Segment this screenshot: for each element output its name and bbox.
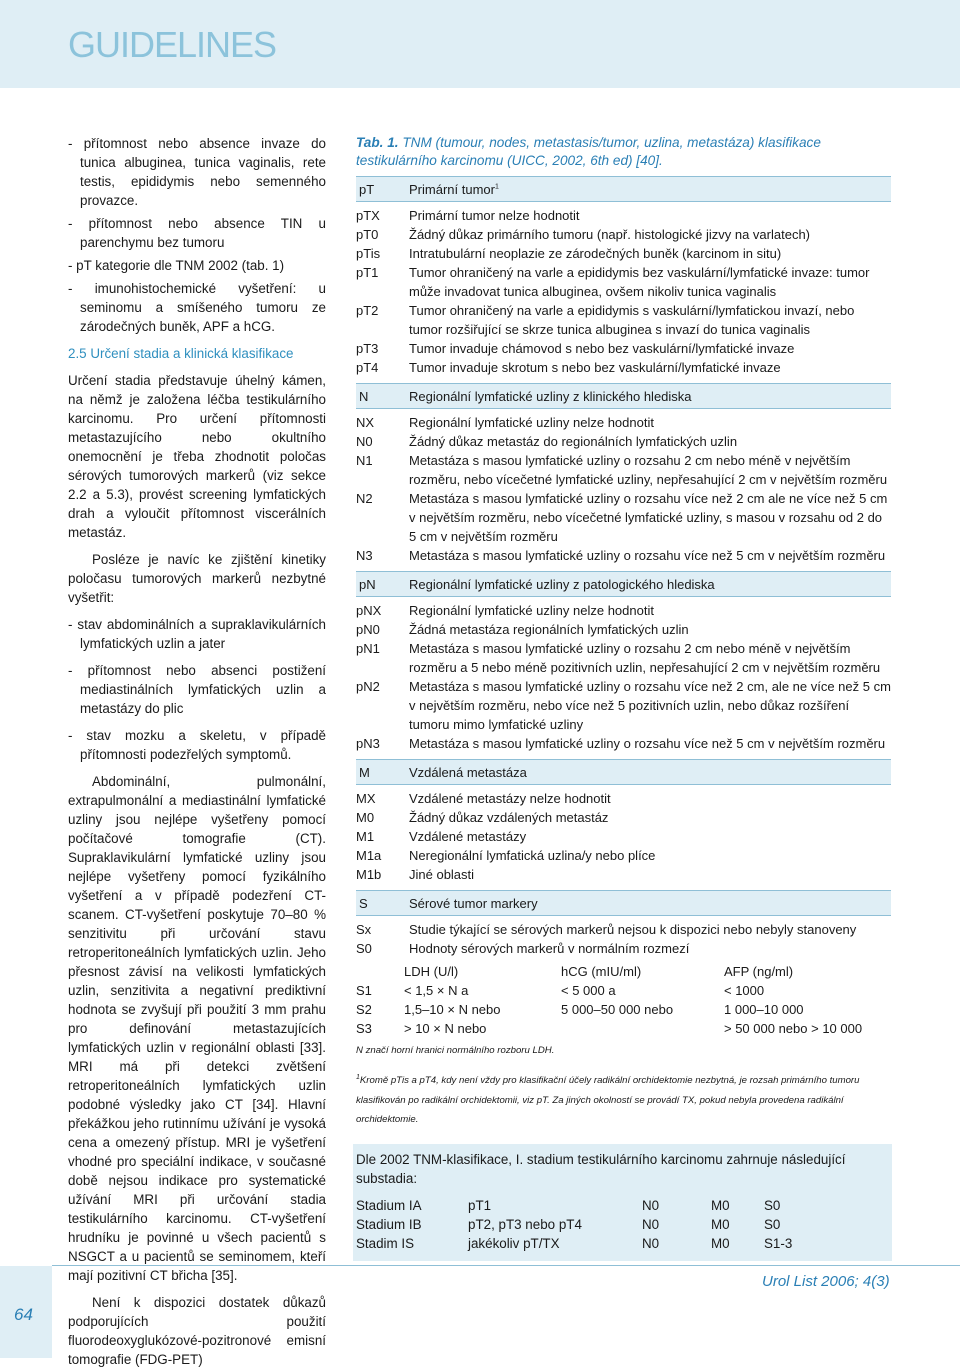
stage-cell: M0	[711, 1216, 730, 1232]
category-description: Tumor invaduje chámovod s nebo bez vaskulární/lymfatické invaze	[409, 341, 795, 356]
stage-cell: S0	[764, 1216, 781, 1232]
category-description: Regionální lymfatické uzliny nelze hodnotit	[409, 415, 654, 430]
category-code: pN2	[356, 679, 380, 694]
section-code: pN	[359, 576, 376, 592]
section-title: Regionální lymfatické uzliny z klinického hlediska	[409, 388, 692, 404]
stage-cell: M0	[711, 1235, 730, 1251]
category-code: pT2	[356, 303, 379, 318]
table-caption-text: TNM (tumour, nodes, metastasis/tumor, uzlina, metastáza) klasifikace testikulárního karcinomu (UICC, 2002, 6th ed) [40].	[356, 135, 821, 168]
grid-cell: S2	[356, 1002, 372, 1017]
category-code: N2	[356, 491, 373, 506]
paragraph: Posléze je navíc ke zjištění kinetiky poločasu tumorových markerů nezbytné vyšetřit:	[68, 552, 326, 605]
category-code: pT4	[356, 360, 379, 375]
section-code: pT	[359, 181, 375, 197]
category-description: Tumor ohraničený na varle a epididymis bez vaskulární/lymfatické invaze: tumor může invadovat tunica albuginea, ovšem nikoliv tunica vaginalis	[409, 265, 870, 299]
category-code: Sx	[356, 922, 372, 937]
footer-divider	[52, 1265, 960, 1266]
tnm-table	[356, 176, 891, 1038]
table-row	[356, 263, 891, 301]
stage-cell: pT1	[468, 1197, 492, 1213]
table-note: N značí horní hranici normálního rozboru LDH.	[356, 1045, 555, 1056]
table-row	[356, 339, 891, 358]
category-description: Metastáza s masou lymfatické uzliny o rozsahu více než 2 cm ale ne více než 5 cm v největším rozměru, nebo vícečetné lymfatické uzliny, s masou v rozsahu od 2 do 5 cm v největším rozměru	[409, 491, 888, 544]
grid-cell	[561, 1019, 724, 1038]
table-row	[356, 206, 891, 225]
stage-intro: Dle 2002 TNM-klasifikace, I. stadium testikulárního karcinomu zahrnuje následující substadia:	[356, 1151, 846, 1186]
table-row	[356, 620, 891, 639]
category-code: pNX	[356, 603, 382, 618]
category-code: pN1	[356, 641, 380, 656]
paragraph: Abdominální, pulmonální, extrapulmonální a mediastinální lymfatické uzliny jsou nejlépe vyšetřeny pomocí počítačové tomografie (CT). Supraklavikulární lymfatické uzliny jsou nejlépe vyšetřeny pomocí fyzikálního vyšetření a v případě podezření CT-scanem. CT-vyšetření poskytuje 70–80 % senzitivitu při určování stavu retroperitoneálních lymfatických uzlin. Jeho přesnost závisí na velikosti lymfatických uzlin, senzitivita a negativní prediktivní hodnota se zvyšují při použití 3 mm prahu pro definování metastazujících lymfatických uzlin v regionální oblasti [33]. MRI má při detekci zvětšení retroperitoneálních lymfatických uzlin podobné výsledky jako CT [34]. Hlavní překážkou jeho rutinnímu užívání je vysoká cena a omezený přístup. MRI je vyšetření vhodné pro speciální indikace, v současné době nejsou indikace pro systematické užívání MRI při určování stadia testikulárního karcinomu. CT-vyšetření hrudníku je povinné u všech pacientů s NSGCT a u pacientů se seminomem, kteří mají pozitivní CT břicha [35].	[68, 774, 326, 1283]
category-code: pN3	[356, 736, 380, 751]
category-description: Neregionální lymfatická uzlina/y nebo plíce	[409, 848, 656, 863]
category-code: pN0	[356, 622, 380, 637]
grid-cell: > 10 × N nebo	[404, 1021, 487, 1036]
category-code: M0	[356, 810, 375, 825]
rows-m	[356, 789, 891, 884]
table-row	[356, 865, 891, 884]
table-row	[356, 827, 891, 846]
serum-marker-grid	[356, 962, 891, 1038]
table-row	[356, 734, 891, 753]
category-code: M1b	[356, 867, 382, 882]
stage-cell: N0	[642, 1216, 660, 1232]
category-description: Metastáza s masou lymfatické uzliny o rozsahu více než 2 cm, ale ne více než 5 cm v největším rozměru, nebo více než 5 pozitivních uzlin, nebo důkaz rozšíření tumoru mimo lymfatické uzliny	[409, 679, 891, 732]
rows-n	[356, 413, 891, 565]
page-number: 64	[14, 1305, 33, 1324]
list-item: - stav abdominálních a supraklavikulárních lymfatických uzlin a jater	[68, 617, 326, 651]
rows-pn	[356, 601, 891, 753]
stage-cell: N0	[642, 1197, 660, 1213]
grid-header-cell: hCG (mIU/ml)	[561, 964, 642, 979]
category-description: Metastáza s masou lymfatické uzliny o rozsahu 2 cm nebo méně v největším rozměru, nebo vícečetné lymfatické uzliny, nepřesahující 2 cm v největším rozměru	[409, 453, 888, 487]
table-row	[356, 244, 891, 263]
stage-cell: S1-3	[764, 1235, 793, 1251]
bullet-immunohisto: - imunohistochemické vyšetření: u seminomu a smíšeného tumoru ze zárodečných buněk, APF a hCG.	[68, 281, 326, 334]
stage-box	[353, 1144, 892, 1261]
footnote-text: Kromě pTis a pT4, kdy není vždy pro klasifikační účely radikální orchidektomie nezbytná, je rozsah primárního tumoru klasifikován po radikální orchidektomii, viz pT. Za jiných okolností se provádí TX, pokud nebyla provedena radikální orchidektomie.	[356, 1075, 860, 1126]
grid-cell: S3	[356, 1021, 372, 1036]
section-header	[356, 176, 891, 202]
category-description: Metastáza s masou lymfatické uzliny o rozsahu více než 5 cm v největším rozměru	[409, 548, 886, 563]
category-description: Hodnoty sérových markerů v normálním rozmezí	[409, 941, 690, 956]
category-description: Studie týkající se sérových markerů nejsou k dispozici nebo nebyly stanoveny	[409, 922, 857, 937]
bullet-invasion: - přítomnost nebo absence invaze do tunica albuginea, tunica vaginalis, rete testis, epididymis nebo semenného provazce.	[68, 136, 326, 208]
table-row	[356, 601, 891, 620]
table-row	[356, 846, 891, 865]
category-code: pT1	[356, 265, 379, 280]
paragraph: Určení stadia představuje úhelný kámen, na němž je založena léčba testikulárního karcinomu. Pro určení přítomnosti metastazujícího nebo okultního onemocnění je třeba zhodnotit poločas sérových tumorových markerů (viz sekce 2.2 a 5.3), provést screening lymfatických drah a vyloučit přítomnost viscerálních metastáz.	[68, 373, 326, 540]
table-row	[356, 225, 891, 244]
category-description: Žádný důkaz vzdálených metastáz	[409, 810, 609, 825]
journal-citation: Urol List 2006; 4(3)	[762, 1273, 890, 1290]
section-code: M	[359, 764, 370, 780]
stage-cell: jakékoliv pT/TX	[468, 1235, 560, 1251]
category-description: Regionální lymfatické uzliny nelze hodnotit	[409, 603, 654, 618]
category-code: pTis	[356, 246, 381, 261]
table-row	[356, 432, 891, 451]
section-header	[356, 759, 891, 785]
stage-cell: Stadium IB	[356, 1216, 422, 1232]
category-code: pT3	[356, 341, 379, 356]
grid-cell: > 50 000 nebo > 10 000	[724, 1021, 863, 1036]
group-s	[356, 890, 891, 1038]
category-description: Tumor invaduje skrotum s nebo bez vaskulární/lymfatické invaze	[409, 360, 781, 375]
category-code: N1	[356, 453, 373, 468]
category-description: Metastáza s masou lymfatické uzliny o rozsahu 2 cm nebo méně v největším rozměru a 5 nebo méně pozitivních uzlin, nepřesahující 2 cm v největším rozměru	[409, 641, 881, 675]
category-description: Metastáza s masou lymfatické uzliny o rozsahu více než 5 cm v největším rozměru	[409, 736, 886, 751]
category-code: pT0	[356, 227, 379, 242]
grid-cell: 1,5–10 × N nebo	[404, 1002, 501, 1017]
section-heading: 2.5 Určení stadia a klinická klasifikace	[68, 346, 294, 361]
stage-cell: M0	[711, 1197, 730, 1213]
category-description: Žádný důkaz metastáz do regionálních lymfatických uzlin	[409, 434, 738, 449]
category-code: pTX	[356, 208, 380, 223]
list-item: - stav mozku a skeletu, v případě přítomnosti podezřelých symptomů.	[68, 728, 326, 762]
stage-cell: S0	[764, 1197, 781, 1213]
table-row	[356, 301, 891, 339]
grid-header-cell: LDH (U/l)	[404, 964, 459, 979]
right-column	[356, 134, 896, 1261]
group-m	[356, 759, 891, 884]
category-description: Vzdálené metastázy	[409, 829, 527, 844]
category-code: N0	[356, 434, 373, 449]
table-row	[356, 413, 891, 432]
category-code: M1	[356, 829, 375, 844]
grid-cell: S1	[356, 983, 372, 998]
grid-cell: < 1000	[724, 983, 765, 998]
category-description: Intratubulární neoplazie ze zárodečných buněk (karcinom in situ)	[409, 246, 782, 261]
category-code: S0	[356, 941, 372, 956]
grid-header-cell: AFP (ng/ml)	[724, 964, 794, 979]
group-pn	[356, 571, 891, 753]
grid-header-cell	[356, 962, 404, 981]
grid-cell: < 1,5 × N a	[404, 983, 469, 998]
category-description: Vzdálené metastázy nelze hodnotit	[409, 791, 611, 806]
stage-cell: N0	[642, 1235, 660, 1251]
stage-cell: Stadim IS	[356, 1235, 415, 1251]
section-header	[356, 383, 891, 409]
table-row	[356, 489, 891, 546]
footnote-mark: 1	[494, 183, 499, 191]
table-row	[356, 451, 891, 489]
bullet-tin: - přítomnost nebo absence TIN u parenchymu bez tumoru	[68, 216, 326, 250]
section-header	[356, 890, 891, 916]
section-title: Sérové tumor markery	[409, 895, 538, 911]
category-description: Tumor ohraničený na varle a epididymis s vaskulární/lymfatickou invazí, nebo tumor rozšiřující se skrze tunica albuginea s invazí do tunica vaginalis	[409, 303, 855, 337]
table-footnote	[356, 1068, 896, 1130]
category-description: Žádná metastáza regionálních lymfatických uzlin	[409, 622, 689, 637]
table-row	[356, 358, 891, 377]
list-item: - přítomnost nebo absenci postižení mediastinálních lymfatických uzlin a metastázy do plic	[68, 663, 326, 716]
rows-s	[356, 920, 891, 958]
table-row	[356, 677, 891, 734]
grid-cell: 1 000–10 000	[724, 1002, 804, 1017]
table-caption	[356, 134, 896, 170]
table-row	[356, 920, 891, 939]
bullet-pt-category: - pT kategorie dle TNM 2002 (tab. 1)	[68, 258, 285, 273]
table-row	[356, 789, 891, 808]
table-row	[356, 639, 891, 677]
left-column	[68, 134, 326, 1369]
category-description: Žádný důkaz primárního tumoru (např. histologické jizvy na varlatech)	[409, 227, 811, 242]
group-pt	[356, 176, 891, 377]
category-description: Jiné oblasti	[409, 867, 475, 882]
section-title: Primární tumor	[409, 181, 495, 197]
footnote-mark: 1	[356, 1074, 360, 1081]
section-title: GUIDELINES	[68, 24, 277, 65]
section-header	[356, 571, 891, 597]
table-row	[356, 808, 891, 827]
table-row	[356, 939, 891, 958]
category-description: Primární tumor nelze hodnotit	[409, 208, 580, 223]
stage-cell: pT2, pT3 nebo pT4	[468, 1216, 582, 1232]
group-n	[356, 383, 891, 565]
category-code: M1a	[356, 848, 382, 863]
stage-cell: Stadium IA	[356, 1197, 422, 1213]
rows-pt	[356, 206, 891, 377]
section-code: N	[359, 388, 369, 404]
grid-cell: < 5 000 a	[561, 983, 616, 998]
category-code: MX	[356, 791, 376, 806]
paragraph: Není k dispozici dostatek důkazů podporujících použití fluorodeoxyglukózové-pozitronové emisní tomografie (FDG-PET)	[68, 1295, 326, 1367]
table-caption-label: Tab. 1.	[356, 135, 399, 150]
category-code: NX	[356, 415, 375, 430]
table-row	[356, 546, 891, 565]
category-code: N3	[356, 548, 373, 563]
section-code: S	[359, 895, 368, 911]
grid-cell: 5 000–50 000 nebo	[561, 1002, 674, 1017]
stage-table	[356, 1196, 888, 1253]
section-title: Regionální lymfatické uzliny z patologického hlediska	[409, 576, 715, 592]
section-title: Vzdálená metastáza	[409, 764, 527, 780]
